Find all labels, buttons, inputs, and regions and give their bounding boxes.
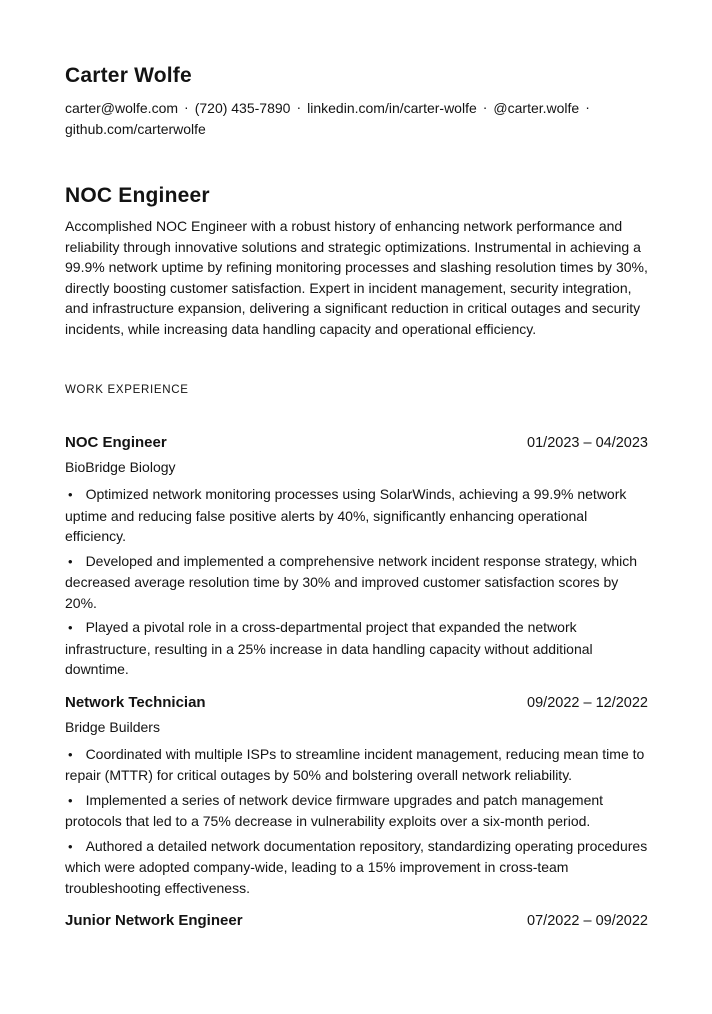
contact-phone: (720) 435-7890 <box>194 100 291 116</box>
bullet-icon: • <box>68 620 73 635</box>
job-title: Network Technician <box>65 693 206 711</box>
bullet-icon: • <box>68 746 73 762</box>
job-bullet <box>65 836 648 899</box>
bullet-text: Developed and implemented a comprehensive network incident response strategy, which decreased average resolution time by 30% and improved customer satisfaction scores by 20%. <box>65 552 638 611</box>
job-entry-noc-engineer <box>65 434 648 680</box>
job-company: BioBridge Biology <box>65 459 176 475</box>
candidate-name: Carter Wolfe <box>65 64 192 87</box>
bullet-text: Authored a detailed network documentation repository, standardizing operating procedures which were adopted company-wide, leading to a 15% improvement in cross-team troubleshooting effectiveness. <box>65 837 648 896</box>
job-bullet-list <box>65 744 648 899</box>
contact-email: carter@wolfe.com <box>65 100 179 116</box>
contact-separator: · <box>482 99 488 115</box>
job-company: Bridge Builders <box>65 718 160 735</box>
bullet-text: Implemented a series of network device firmware upgrades and patch management protocols that led to a 75% decrease in vulnerability exploits over a six-month period. <box>65 791 604 829</box>
bullet-icon: • <box>68 792 73 808</box>
bullet-text: Played a pivotal role in a cross-departmental project that expanded the network infrastructure, resulting in a 25% increase in data handling capacity without additional downtime. <box>65 619 593 677</box>
resume-header <box>65 62 648 139</box>
profile-summary: Accomplished NOC Engineer with a robust history of enhancing network performance and reliability through innovative solutions and strategic optimizations. Instrumental in achieving a 99.9% network uptime by refining monitoring processes and slashing resolution times by 30%, directly boosting customer satisfaction. Expert in incident management, security integration, and infrastructure expansion, delivering a significant reduction in critical outages and security incidents, while increasing data handling capacity and operational efficiency. <box>65 218 648 337</box>
contact-line <box>65 98 648 139</box>
contact-separator: · <box>296 99 302 115</box>
section-label-work-experience: WORK EXPERIENCE <box>65 384 189 396</box>
bullet-icon: • <box>68 487 73 502</box>
bullet-text: Optimized network monitoring processes using SolarWinds, achieving a 99.9% network uptime and reducing false positive alerts by 40%, significantly enhancing operational efficiency. <box>65 486 627 544</box>
job-bullet-list <box>65 484 648 680</box>
contact-separator: · <box>184 99 189 115</box>
job-title: Junior Network Engineer <box>65 912 243 929</box>
job-bullet <box>65 790 648 832</box>
job-title: NOC Engineer <box>65 434 167 451</box>
job-dates: 01/2023 – 04/2023 <box>527 435 648 451</box>
contact-separator: · <box>585 99 590 115</box>
job-dates: 09/2022 – 12/2022 <box>527 694 648 711</box>
job-dates: 07/2022 – 09/2022 <box>527 913 648 929</box>
job-title-row <box>65 434 648 452</box>
contact-github: github.com/carterwolfe <box>65 120 206 137</box>
bullet-icon: • <box>68 838 73 854</box>
job-entry-network-technician <box>65 694 648 899</box>
profile-section <box>65 183 648 339</box>
job-entry-junior-network-engineer <box>65 912 648 930</box>
job-bullet <box>65 617 648 680</box>
job-bullet <box>65 484 648 547</box>
job-bullet <box>65 744 648 786</box>
work-experience-section <box>65 383 648 930</box>
contact-handle: @carter.wolfe <box>493 100 580 116</box>
contact-linkedin: linkedin.com/in/carter-wolfe <box>307 100 477 116</box>
bullet-text: Coordinated with multiple ISPs to streamline incident management, reducing mean time to repair (MTTR) for critical outages by 50% and bolstering overall network reliability. <box>65 745 645 783</box>
profile-title: NOC Engineer <box>65 184 210 207</box>
job-title-row <box>65 912 648 930</box>
bullet-icon: • <box>68 553 73 569</box>
job-title-row <box>65 694 648 712</box>
job-bullet <box>65 551 648 614</box>
